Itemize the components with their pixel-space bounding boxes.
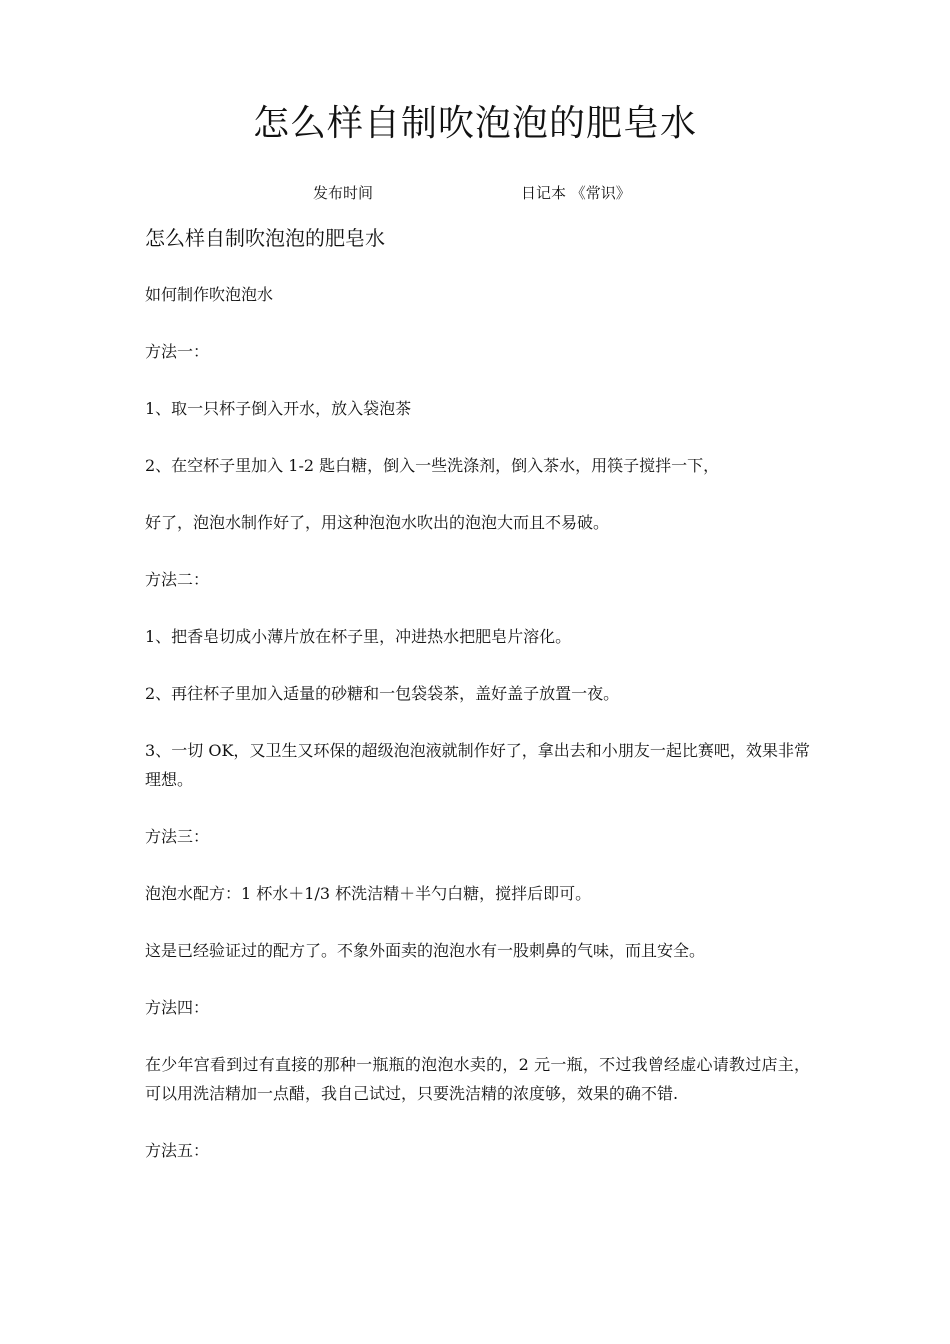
section-heading: 方法五： bbox=[145, 1141, 210, 1160]
category-label: 日记本 《常识》 bbox=[521, 184, 631, 202]
document-title: 怎么样自制吹泡泡的肥皂水 bbox=[252, 103, 697, 144]
paragraph: 1、把香皂切成小薄片放在杯子里，冲进热水把肥皂片溶化。 bbox=[145, 627, 572, 646]
section-heading: 方法三： bbox=[145, 827, 210, 846]
paragraph: 好了，泡泡水制作好了，用这种泡泡水吹出的泡泡大而且不易破。 bbox=[145, 513, 610, 532]
publish-time-label: 发布时间 bbox=[313, 184, 374, 202]
section-heading: 方法一： bbox=[145, 342, 210, 361]
document-subtitle: 怎么样自制吹泡泡的肥皂水 bbox=[145, 226, 385, 250]
paragraph: 3、一切 OK，又卫生又环保的超级泡泡液就制作好了，拿出去和小朋友一起比赛吧，效果非常理想。 bbox=[145, 741, 810, 789]
paragraph: 1、取一只杯子倒入开水，放入袋泡茶 bbox=[145, 399, 412, 418]
section-heading: 方法四： bbox=[145, 998, 210, 1017]
paragraph: 如何制作吹泡泡水 bbox=[145, 285, 274, 304]
document-body bbox=[145, 223, 810, 1193]
paragraph: 2、在空杯子里加入 1-2 匙白糖，倒入一些洗涤剂，倒入茶水，用筷子搅拌一下， bbox=[145, 456, 720, 475]
paragraph: 泡泡水配方：1 杯水＋1/3 杯洗洁精＋半勺白糖，搅拌后即可。 bbox=[145, 884, 592, 903]
paragraph: 在少年宫看到过有直接的那种一瓶瓶的泡泡水卖的，2 元一瓶，不过我曾经虚心请教过店主，可以用洗洁精加一点醋，我自己试过，只要洗洁精的浓度够，效果的确不错. bbox=[145, 1055, 810, 1103]
paragraph: 这是已经验证过的配方了。不象外面卖的泡泡水有一股刺鼻的气味，而且安全。 bbox=[145, 941, 706, 960]
section-heading: 方法二： bbox=[145, 570, 210, 589]
paragraph: 2、再往杯子里加入适量的砂糖和一包袋袋茶，盖好盖子放置一夜。 bbox=[145, 684, 620, 703]
